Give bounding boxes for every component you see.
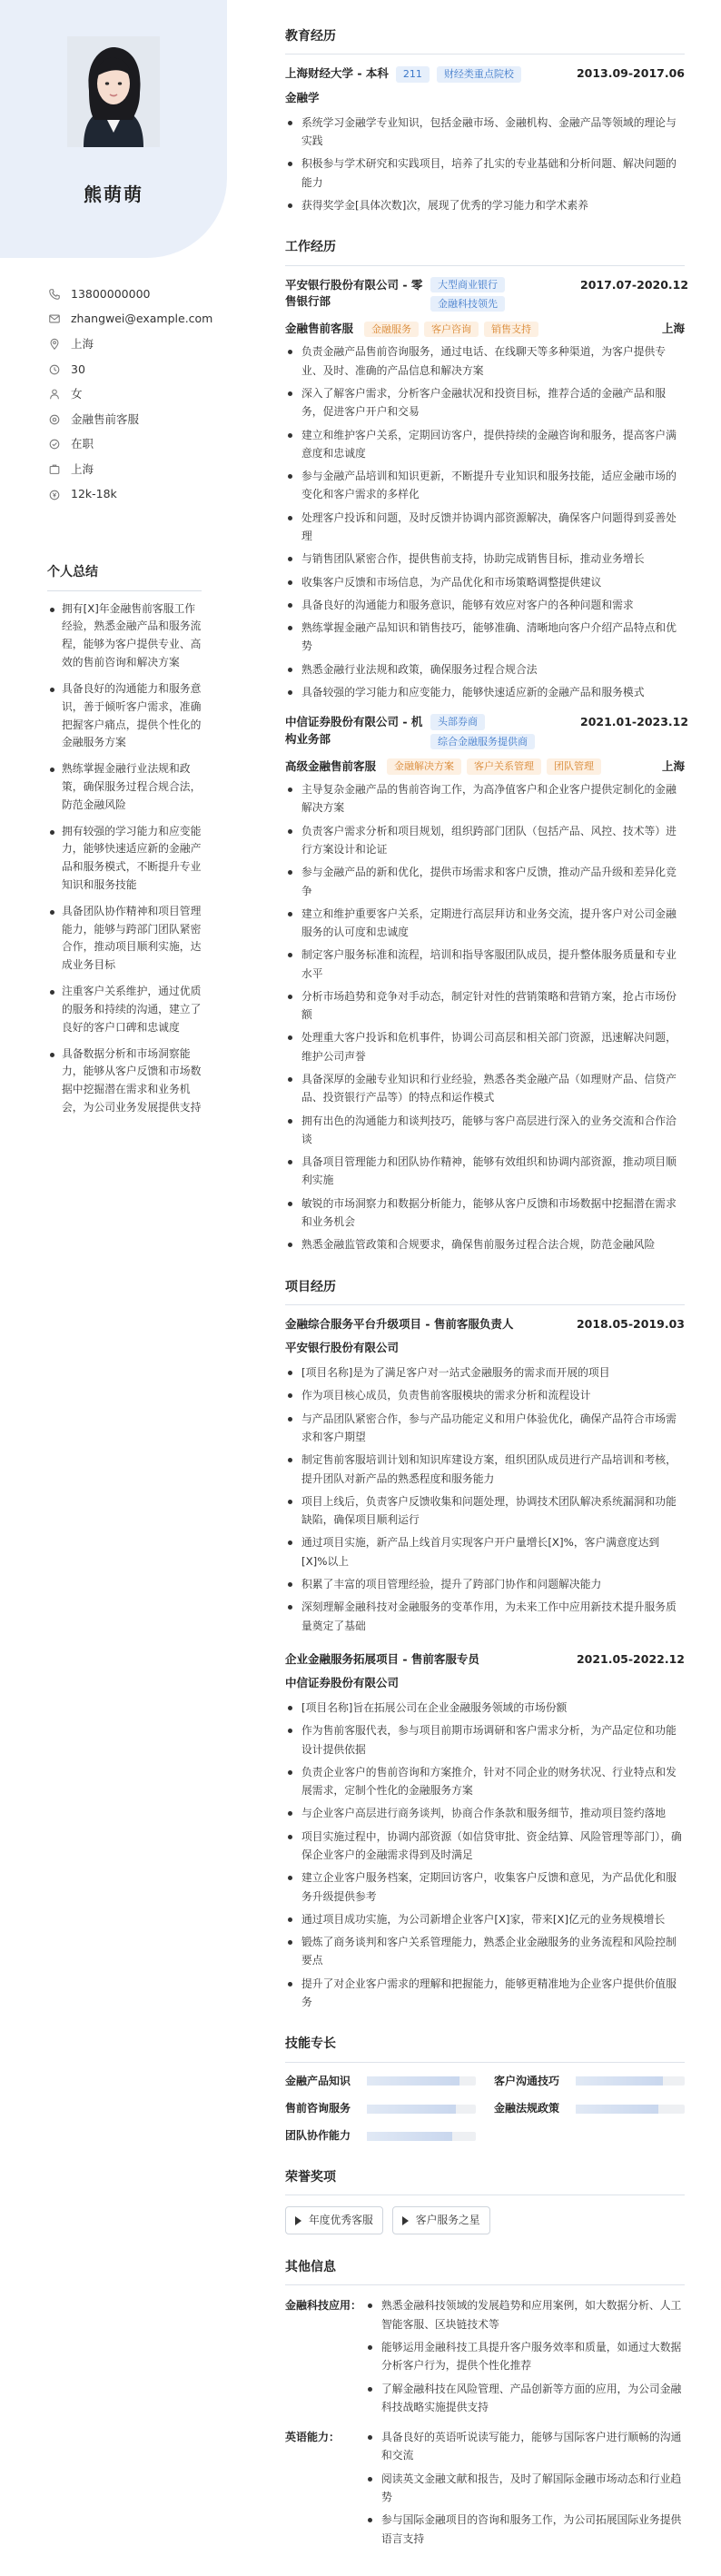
- project-header: [285, 1316, 685, 1333]
- job-city: 上海: [661, 322, 685, 336]
- contact-age-text: 30: [71, 362, 85, 376]
- company-tag: 综合金融服务提供商: [430, 734, 535, 749]
- role-tag: 团队管理: [547, 758, 601, 774]
- job-entry: [285, 277, 689, 702]
- summary-list: [47, 600, 202, 1117]
- other-label: 金融科技应用：: [285, 2299, 362, 2313]
- project-item: 负责企业客户的售前咨询和方案推介，针对不同企业的财务状况、行业特点和发展需求，定制个性化的金融服务方案: [285, 1763, 685, 1800]
- play-icon: [295, 2216, 301, 2225]
- skill-row: [494, 2101, 685, 2116]
- project-header: [285, 1651, 685, 1668]
- role-tag: 销售支持: [484, 322, 538, 337]
- project-date: 2018.05-2019.03: [576, 1316, 685, 1331]
- skills-grid: [285, 2074, 685, 2145]
- project-entry: [285, 1651, 685, 2011]
- awards-list: [285, 2206, 685, 2234]
- skill-fill: [367, 2132, 452, 2141]
- project-item: 与产品团队紧密合作，参与产品功能定义和用户体验优化，确保产品符合市场需求和客户期望: [285, 1410, 685, 1447]
- contact-salary-text: 12k-18k: [71, 487, 117, 501]
- company-name: 中信证券股份有限公司 - 机构业务部: [285, 715, 423, 746]
- duty-item: 具备良好的沟通能力和服务意识，能够有效应对客户的各种问题和需求: [285, 596, 685, 614]
- education-section: [285, 27, 685, 214]
- project-item: 项目上线后，负责客户反馈收集和问题处理，协调技术团队解决系统漏洞和功能缺陷，确保项目顺利运行: [285, 1492, 685, 1530]
- duty-item: 处理重大客户投诉和危机事件，协调公司高层和相关部门资源，迅速解决问题，维护公司声誉: [285, 1028, 685, 1065]
- duty-item: 分析市场趋势和竞争对手动态，制定针对性的营销策略和营销方案，抢占市场份额: [285, 987, 685, 1025]
- skill-fill: [367, 2105, 456, 2114]
- summary-title: 个人总结: [47, 563, 202, 590]
- project-item: 提升了对企业客户需求的理解和把握能力，能够更精准地为企业客户提供价值服务: [285, 1975, 685, 2012]
- duty-item: 熟练掌握金融产品知识和销售技巧，能够准确、清晰地向客户介绍产品特点和优势: [285, 619, 685, 656]
- other-item: 具备良好的英语听说读写能力，能够与国际客户进行顺畅的沟通和交流: [365, 2428, 685, 2465]
- duty-item: 熟悉金融行业法规和政策，确保服务过程合规合法: [285, 660, 685, 679]
- skill-bar: [367, 2105, 476, 2114]
- education-title: 教育经历: [285, 27, 685, 54]
- profile-card: [0, 0, 227, 258]
- salary-icon: [47, 488, 62, 502]
- duty-item: 具备较强的学习能力和应变能力，能够快速适应新的金融产品和服务模式: [285, 683, 685, 701]
- school-tag: 211: [396, 66, 430, 82]
- contact-list: [0, 282, 229, 507]
- education-header: [285, 65, 685, 82]
- job-duties: [285, 342, 685, 701]
- sidebar: [0, 0, 229, 2458]
- education-list: [285, 114, 685, 214]
- contact-status-text: 在职: [71, 437, 94, 451]
- other-item: 能够运用金融科技工具提升客户服务效率和质量，如通过大数据分析客户行为，提供个性化推荐: [365, 2338, 685, 2375]
- duty-item: 熟悉金融监管政策和合规要求，确保售前服务过程合法合规，防范金融风险: [285, 1235, 685, 1253]
- major: 金融学: [285, 90, 320, 104]
- education-item: 获得奖学金[具体次数]次，展现了优秀的学习能力和学术素养: [285, 196, 685, 214]
- briefcase-icon: [47, 412, 62, 427]
- age-icon: [47, 362, 62, 377]
- skill-row: [285, 2101, 476, 2116]
- project-item: 制定售前客服培训计划和知识库建设方案，组织团队成员进行产品培训和考核，提升团队对新产品的熟悉程度和服务能力: [285, 1451, 685, 1488]
- other-item: 了解金融科技在风险管理、产品创新等方面的应用，为公司金融科技战略实施提供支持: [365, 2380, 685, 2417]
- summary-section: [0, 563, 229, 1116]
- gender-icon: [47, 387, 62, 401]
- duty-item: 深入了解客户需求，分析客户金融状况和投资目标，推荐合适的金融产品和服务，促进客户开户和交易: [285, 384, 685, 421]
- award-badge: [392, 2206, 490, 2234]
- phone-icon: [47, 287, 62, 302]
- awards-title: 荣誉奖项: [285, 2168, 685, 2195]
- education-item: 系统学习金融学专业知识，包括金融市场、金融机构、金融产品等领域的理论与实践: [285, 114, 685, 151]
- job-date: 2017.07-2020.12: [580, 277, 689, 292]
- project-item: 项目实施过程中，协调内部资源（如信贷审批、资金结算、风险管理等部门），确保企业客户的金融需求得到及时满足: [285, 1828, 685, 1865]
- other-item: 参与国际金融项目的咨询和服务工作，为公司拓展国际业务提供语言支持: [365, 2511, 685, 2548]
- job-duties: [285, 780, 685, 1253]
- summary-item: 具备数据分析和市场洞察能力，能够从客户反馈和市场数据中挖掘潜在需求和业务机会，为公司业务发展提供支持: [47, 1045, 202, 1117]
- duty-item: 处理客户投诉和问题，及时反馈并协调内部资源解决，确保客户问题得到妥善处理: [285, 509, 685, 546]
- project-item: 与企业客户高层进行商务谈判，协商合作条款和服务细节，推动项目签约落地: [285, 1804, 685, 1822]
- project-name: 金融综合服务平台升级项目 - 售前客服负责人: [285, 1316, 514, 1331]
- other-group: [285, 2296, 685, 2421]
- duty-item: 建立和维护重要客户关系，定期进行高层拜访和业务交流，提升客户对公司金融服务的认可度和忠诚度: [285, 905, 685, 942]
- job-header: [285, 714, 689, 753]
- project-date: 2021.05-2022.12: [576, 1651, 685, 1666]
- duty-item: 具备深厚的金融专业知识和行业经验，熟悉各类金融产品（如理财产品、信贷产品、投资银行产品等）的特点和运作模式: [285, 1070, 685, 1107]
- project-item: 深刻理解金融科技对金融服务的变革作用，为未来工作中应用新技术提升服务质量奠定了基础: [285, 1598, 685, 1635]
- job-date: 2021.01-2023.12: [580, 715, 689, 729]
- contact-phone-text: 13800000000: [71, 286, 151, 301]
- duty-item: 具备项目管理能力和团队协作精神，能够有效组织和协调内部资源，推动项目顺利实施: [285, 1153, 685, 1190]
- role-row: [285, 321, 685, 337]
- skill-bar: [367, 2076, 476, 2086]
- skill-name: 客户沟通技巧: [494, 2074, 560, 2087]
- main-content: [285, 27, 689, 2576]
- project-list: [285, 1363, 685, 1635]
- duty-item: 建立和维护客户关系，定期回访客户，提供持续的金融咨询和服务，提高客户满意度和忠诚度: [285, 426, 685, 463]
- contact-location: [47, 332, 229, 357]
- summary-item: 熟练掌握金融行业法规和政策，确保服务过程合规合法，防范金融风险: [47, 760, 202, 814]
- education-date: 2013.09-2017.06: [576, 66, 685, 81]
- contact-phone: [47, 282, 229, 307]
- project-item: 建立企业客户服务档案，定期回访客户，收集客户反馈和意见，为产品优化和服务升级提供参考: [285, 1868, 685, 1906]
- location-icon: [47, 337, 62, 352]
- contact-position: [47, 407, 229, 432]
- other-item: 阅读英文金融文献和报告，及时了解国际金融市场动态和行业趋势: [365, 2470, 685, 2507]
- contact-email: [47, 307, 229, 332]
- project-item: 作为售前客服代表，参与项目前期市场调研和客户需求分析，为产品定位和功能设计提供依据: [285, 1721, 685, 1759]
- project-list: [285, 1699, 685, 2011]
- summary-item: 拥有较强的学习能力和应变能力，能够快速适应新的金融产品和服务模式，不断提升专业知识和服务技能: [47, 823, 202, 895]
- job-city: 上海: [661, 758, 685, 773]
- duty-item: 拥有出色的沟通能力和谈判技巧，能够与客户高层进行深入的业务交流和合作洽谈: [285, 1112, 685, 1149]
- contact-target-location: [47, 457, 229, 482]
- award-label: 客户服务之星: [415, 2214, 480, 2227]
- contact-target-location-text: 上海: [71, 461, 94, 476]
- company-tag: 金融科技领先: [430, 296, 505, 312]
- other-section: [285, 2258, 685, 2552]
- awards-section: [285, 2168, 685, 2234]
- work-section: [285, 238, 689, 1253]
- skill-fill: [367, 2076, 459, 2086]
- projects-title: 项目经历: [285, 1278, 685, 1305]
- job-header: [285, 277, 689, 316]
- projects-section: [285, 1278, 685, 2012]
- project-item: 积累了丰富的项目管理经验，提升了跨部门协作和问题解决能力: [285, 1575, 685, 1593]
- status-icon: [47, 437, 62, 451]
- contact-position-text: 金融售前客服: [71, 411, 140, 426]
- other-group: [285, 2428, 685, 2552]
- skill-bar: [576, 2076, 685, 2086]
- duty-item: 参与金融产品的新和优化，提供市场需求和客户反馈，推动产品升级和差异化竞争: [285, 863, 685, 900]
- duty-item: 收集客户反馈和市场信息，为产品优化和市场策略调整提供建议: [285, 573, 685, 591]
- contact-salary: [47, 482, 229, 508]
- skills-title: 技能专长: [285, 2035, 685, 2062]
- skill-name: 团队协作能力: [285, 2129, 351, 2143]
- skill-name: 金融法规政策: [494, 2101, 560, 2115]
- play-icon: [402, 2216, 409, 2225]
- work-title: 工作经历: [285, 238, 685, 265]
- skill-row: [494, 2074, 685, 2089]
- school-tag: 财经类重点院校: [437, 66, 521, 82]
- project-item: 通过项目实施，新产品上线首月实现客户开户量增长[X]%，客户满意度达到[X]%以上: [285, 1533, 685, 1570]
- project-item: [项目名称]旨在拓展公司在企业金融服务领域的市场份额: [285, 1699, 685, 1717]
- skills-section: [285, 2035, 685, 2144]
- role-tag: 金融服务: [364, 322, 419, 337]
- other-title: 其他信息: [285, 2258, 685, 2285]
- avatar: [67, 36, 160, 147]
- project-company: 中信证券股份有限公司: [285, 1675, 400, 1689]
- other-item: 熟悉金融科技领域的发展趋势和应用案例，如大数据分析、人工智能客服、区块链技术等: [365, 2296, 685, 2333]
- contact-gender: [47, 381, 229, 407]
- role-title: 高级金融售前客服: [285, 758, 377, 773]
- contact-location-text: 上海: [71, 336, 94, 351]
- target-location-icon: [47, 462, 62, 477]
- mail-icon: [47, 312, 62, 326]
- skill-row: [285, 2128, 476, 2144]
- project-item: 锻炼了商务谈判和客户关系管理能力，熟悉企业金融服务的业务流程和风险控制要点: [285, 1933, 685, 1970]
- other-label: 英语能力：: [285, 2431, 341, 2444]
- contact-gender-text: 女: [71, 387, 83, 401]
- duty-item: 负责金融产品售前咨询服务，通过电话、在线聊天等多种渠道，为客户提供专业、及时、准确的产品信息和解决方案: [285, 342, 685, 380]
- school-name: 上海财经大学 - 本科: [285, 66, 389, 81]
- skill-name: 售前咨询服务: [285, 2101, 351, 2115]
- skill-fill: [576, 2105, 658, 2114]
- other-list: [365, 2296, 685, 2421]
- project-item: 作为项目核心成员，负责售前客服模块的需求分析和流程设计: [285, 1386, 685, 1404]
- skill-fill: [576, 2076, 663, 2086]
- education-item: 积极参与学术研究和实践项目，培养了扎实的专业基础和分析问题、解决问题的能力: [285, 154, 685, 192]
- project-company: 平安银行股份有限公司: [285, 1341, 400, 1354]
- role-row: [285, 758, 685, 775]
- company-tag: 大型商业银行: [430, 277, 505, 292]
- summary-item: 注重客户关系维护，通过优质的服务和持续的沟通，建立了良好的客户口碑和忠诚度: [47, 983, 202, 1036]
- project-item: 通过项目成功实施，为公司新增企业客户[X]家，带来[X]亿元的业务规模增长: [285, 1910, 685, 1928]
- summary-item: 具备团队协作精神和项目管理能力，能够与跨部门团队紧密合作，推动项目顺利实施，达成业务目标: [47, 903, 202, 975]
- summary-item: 具备良好的沟通能力和服务意识，善于倾听客户需求，准确把握客户痛点，提供个性化的金融服务方案: [47, 680, 202, 752]
- role-tag: 金融解决方案: [387, 758, 461, 774]
- project-entry: [285, 1316, 685, 1635]
- contact-age: [47, 357, 229, 382]
- role-title: 金融售前客服: [285, 322, 354, 336]
- project-name: 企业金融服务拓展项目 - 售前客服专员: [285, 1651, 479, 1666]
- project-item: [项目名称]是为了满足客户对一站式金融服务的需求而开展的项目: [285, 1363, 685, 1382]
- contact-email-text: zhangwei@example.com: [71, 312, 213, 326]
- avatar-portrait-icon: [67, 36, 160, 147]
- candidate-name: 熊萌萌: [84, 183, 143, 205]
- award-badge: [285, 2206, 383, 2234]
- company-name: 平安银行股份有限公司 - 零售银行部: [285, 277, 423, 309]
- duty-item: 主导复杂金融产品的售前咨询工作，为高净值客户和企业客户提供定制化的金融解决方案: [285, 780, 685, 817]
- skill-bar: [576, 2105, 685, 2114]
- duty-item: 敏锐的市场洞察力和数据分析能力，能够从客户反馈和市场数据中挖掘潜在需求和业务机会: [285, 1194, 685, 1232]
- other-list: [365, 2428, 685, 2552]
- skill-bar: [367, 2132, 476, 2141]
- role-tag: 客户咨询: [424, 322, 479, 337]
- duty-item: 制定客户服务标准和流程，培训和指导客服团队成员，提升整体服务质量和专业水平: [285, 946, 685, 983]
- duty-item: 负责客户需求分析和项目规划，组织跨部门团队（包括产品、风控、技术等）进行方案设计和论证: [285, 822, 685, 859]
- company-tag: 头部券商: [430, 714, 485, 729]
- role-tag: 客户关系管理: [467, 758, 541, 774]
- skill-name: 金融产品知识: [285, 2074, 351, 2087]
- award-label: 年度优秀客服: [309, 2214, 373, 2227]
- skill-row: [285, 2074, 476, 2089]
- duty-item: 参与金融产品培训和知识更新，不断提升专业知识和服务技能，适应金融市场的变化和客户需求的多样化: [285, 467, 685, 504]
- duty-item: 与销售团队紧密合作，提供售前支持，协助完成销售目标，推动业务增长: [285, 550, 685, 568]
- job-entry: [285, 714, 689, 1253]
- summary-item: 拥有[X]年金融售前客服工作经验，熟悉金融产品和服务流程，能够为客户提供专业、高效的售前咨询和解决方案: [47, 600, 202, 672]
- contact-status: [47, 432, 229, 458]
